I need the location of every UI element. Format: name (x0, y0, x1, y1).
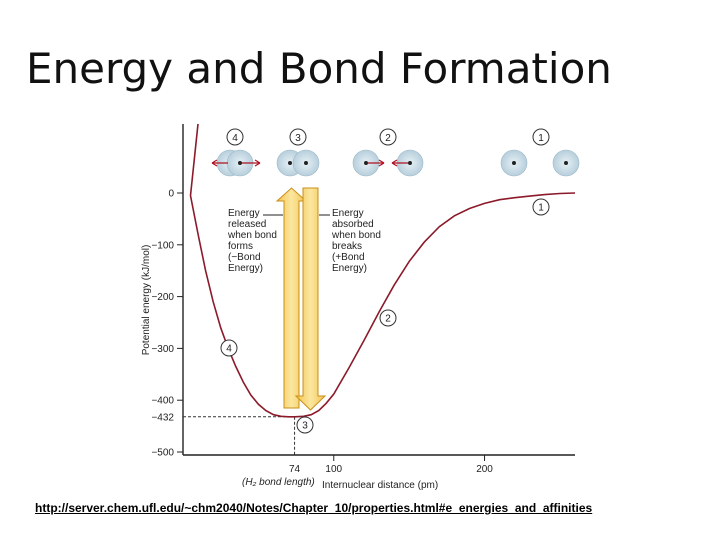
y-tick-label: −100 (151, 240, 174, 252)
nucleus (238, 161, 242, 165)
released-annotation-line: (−Bond (228, 252, 261, 263)
released-annotation-line: Energy (228, 208, 260, 219)
source-url-link[interactable]: http://server.chem.ufl.edu/~chm2040/Notes/Chapter_10/properties.html#e_energies_and_affinities (35, 501, 593, 515)
atom-stage (353, 129, 423, 176)
x-tick-label: 200 (476, 464, 493, 475)
curve-marker-label: 3 (302, 420, 308, 432)
y-tick-label: −500 (151, 447, 174, 459)
absorbed-annotation-line: absorbed (332, 219, 374, 230)
nucleus (288, 161, 292, 165)
x-tick-label: 100 (325, 464, 343, 475)
nucleus (304, 161, 308, 165)
stage-marker-label: 4 (232, 133, 238, 144)
energy-released-arrow (277, 188, 306, 408)
stage-marker-label: 3 (295, 133, 301, 144)
x-axis-label: Internuclear distance (pm) (322, 480, 439, 491)
bond-length-label: 74 (289, 464, 301, 475)
stage-marker-label: 1 (538, 133, 544, 144)
absorbed-annotation-line: Energy (332, 208, 364, 219)
atom-stage (212, 129, 260, 176)
released-annotation-line: forms (228, 241, 253, 252)
absorbed-annotation-line: (+Bond (332, 252, 365, 263)
y-tick-label: −400 (151, 395, 174, 407)
released-annotation-line: released (228, 219, 267, 230)
absorbed-annotation-line: breaks (332, 241, 363, 252)
nucleus (364, 161, 368, 165)
absorbed-annotation-line: Energy) (332, 263, 368, 274)
bond-energy-label: −432 (151, 412, 174, 424)
nucleus (512, 161, 516, 165)
released-annotation-line: Energy) (228, 263, 264, 274)
energy-absorbed-arrow (296, 188, 325, 410)
curve-marker-label: 1 (538, 202, 544, 214)
released-annotation-line: when bond (228, 230, 277, 241)
absorbed-annotation-line: when bond (332, 230, 381, 241)
curve-marker-label: 2 (385, 313, 391, 325)
atom-stage (277, 129, 319, 176)
y-tick-label: −300 (151, 343, 174, 355)
y-tick-label: 0 (168, 188, 174, 200)
curve-marker-label: 4 (226, 343, 232, 355)
slide-title: Energy and Bond Formation (26, 44, 612, 93)
nucleus (564, 161, 568, 165)
nucleus (408, 161, 412, 165)
stage-marker-label: 2 (385, 133, 391, 144)
y-tick-label: −200 (151, 292, 174, 304)
y-axis-label: Potential energy (kJ/mol) (141, 244, 152, 356)
atom-stage (501, 129, 579, 176)
bond-length-caption: (H₂ bond length) (242, 477, 315, 488)
